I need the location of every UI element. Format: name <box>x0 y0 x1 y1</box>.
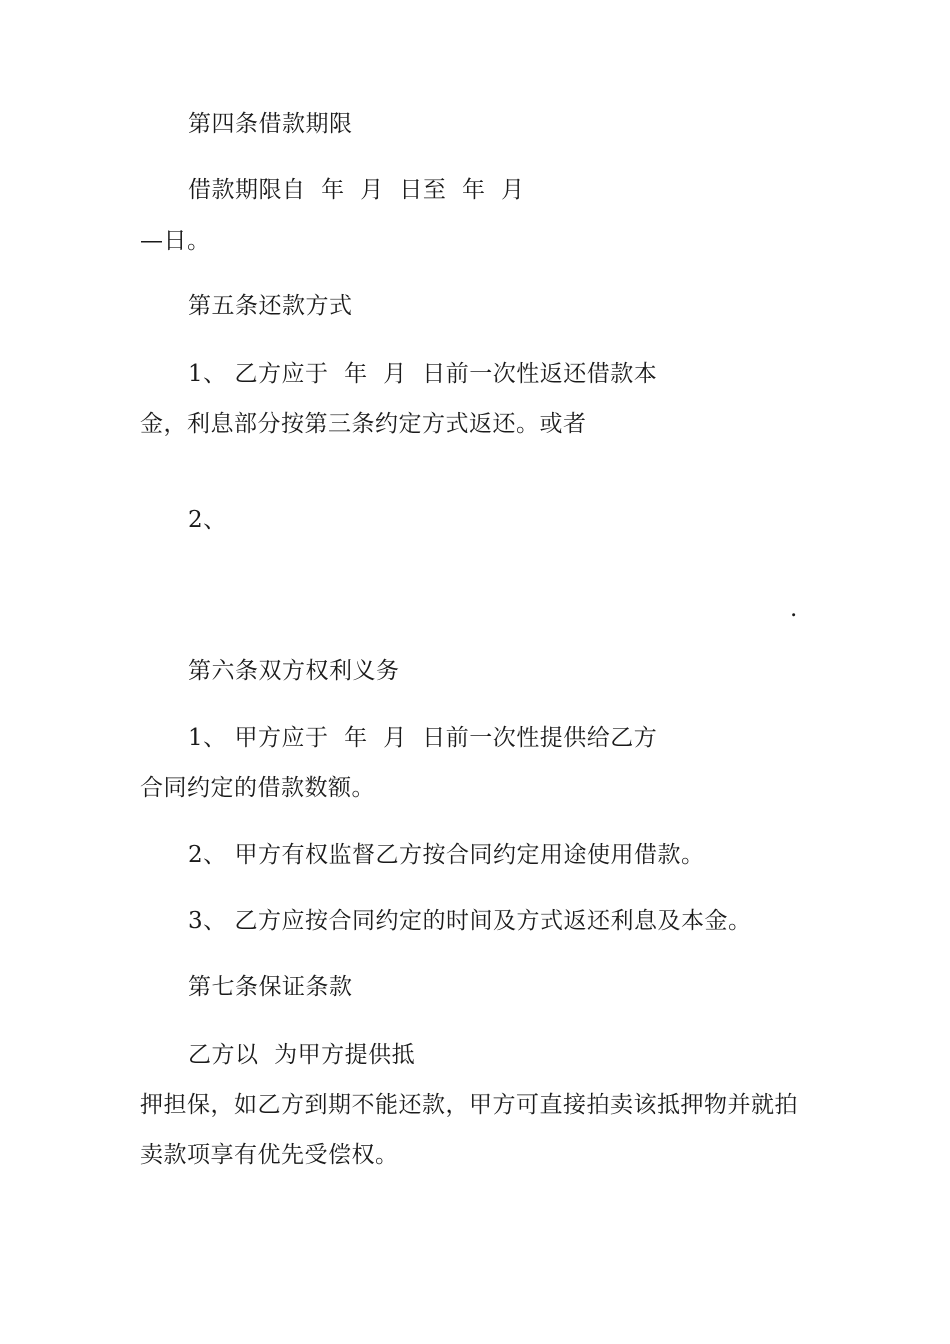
rights-item-3: 3、 乙方应按合同约定的时间及方式返还利息及本金。 <box>188 908 752 934</box>
guarantee-text-end: 卖款项享有优先受偿权。 <box>140 1142 399 1168</box>
article-6-heading: 第六条双方权利义务 <box>188 658 400 684</box>
rights-item-2: 2、 甲方有权监督乙方按合同约定用途使用借款。 <box>188 842 705 868</box>
loan-term-text-continued: —日。 <box>140 228 211 254</box>
loan-term-text: 借款期限自 年 月 日至 年 月 <box>188 177 525 203</box>
guarantee-text-continued: 押担保，如乙方到期不能还款，甲方可直接拍卖该抵押物并就拍 <box>140 1092 798 1118</box>
guarantee-text: 乙方以 为甲方提供抵 <box>188 1042 416 1068</box>
rights-item-1-continued: 合同约定的借款数额。 <box>140 775 375 801</box>
article-5-heading: 第五条还款方式 <box>188 293 353 319</box>
repayment-item-1-continued: 金，利息部分按第三条约定方式返还。或者 <box>140 411 587 437</box>
repayment-item-2: 2、 <box>188 507 227 533</box>
article-4-heading: 第四条借款期限 <box>188 111 353 137</box>
repayment-item-2-end-mark: . <box>790 596 798 622</box>
rights-item-1: 1、 甲方应于 年 月 日前一次性提供给乙方 <box>188 725 658 751</box>
article-7-heading: 第七条保证条款 <box>188 974 353 1000</box>
repayment-item-1: 1、 乙方应于 年 月 日前一次性返还借款本 <box>188 361 658 387</box>
